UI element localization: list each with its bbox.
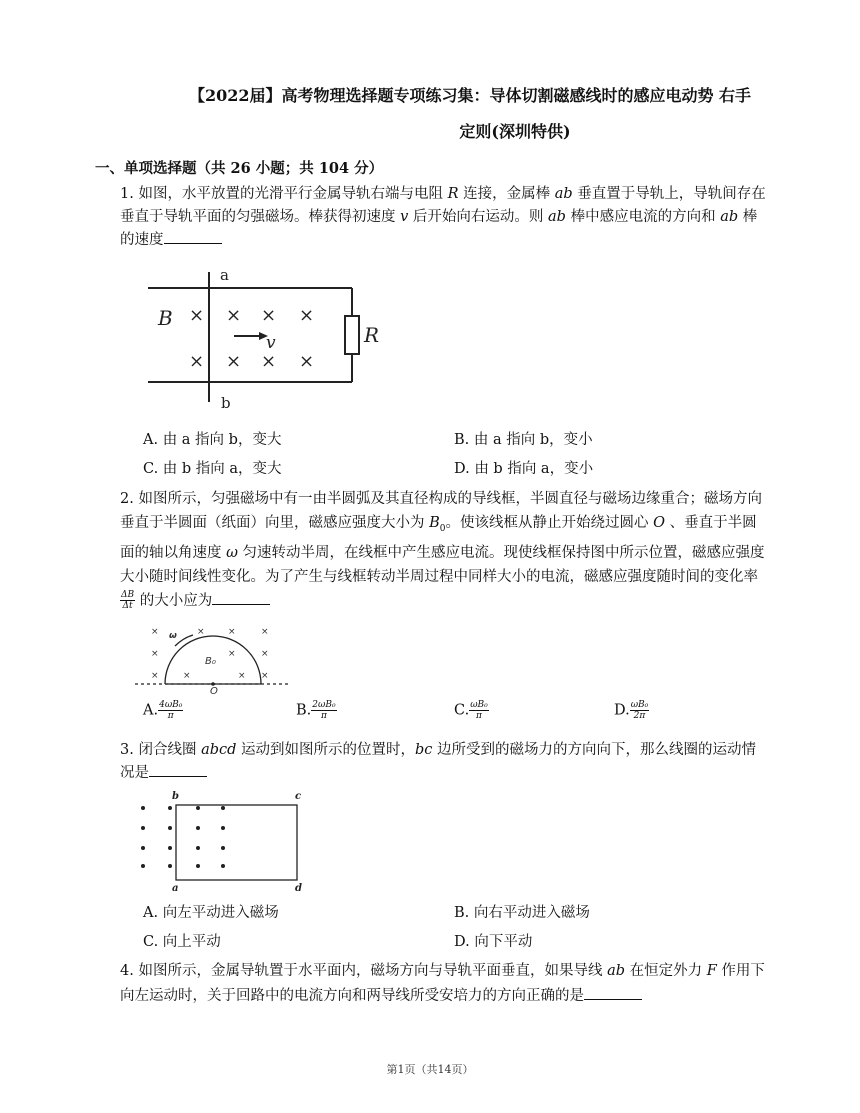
option-label: B. bbox=[296, 702, 312, 719]
math-symbol: B bbox=[429, 515, 440, 531]
stem-text: 边所受到的磁场力的方向向下，那么线圈的运动情况是 bbox=[120, 742, 757, 781]
stem-text: 作用下向左运动时，关于回路中的电流方向和两导线所受安培力的方向正确的是 bbox=[120, 963, 765, 1004]
option-d[interactable] bbox=[614, 700, 649, 721]
math-symbol: ab bbox=[554, 186, 573, 202]
fraction-numerator: ωB₀ bbox=[470, 700, 488, 710]
label-v: v bbox=[266, 333, 276, 353]
stem-text: 棒的速度 bbox=[120, 209, 758, 248]
stem-text: 运动到如图所示的位置时， bbox=[236, 742, 416, 758]
option-c[interactable]: C. 向上平动 bbox=[143, 934, 221, 950]
label-a: a bbox=[220, 266, 229, 284]
math-symbol: ω bbox=[226, 544, 238, 561]
stem-text: 在恒定外力 bbox=[625, 963, 707, 979]
semicircle-figure bbox=[133, 622, 293, 697]
answer-blank[interactable] bbox=[212, 590, 270, 605]
stem-text: 后开始向右运动。则 bbox=[408, 209, 549, 225]
stem-text: 如图，水平放置的光滑平行金属导轨右端与电阻 bbox=[138, 186, 448, 202]
math-symbol: v bbox=[400, 209, 409, 225]
label-B0: B₀ bbox=[205, 656, 216, 667]
cross-mark: × bbox=[228, 649, 236, 659]
stem-text: 棒中感应电流的方向和 bbox=[565, 209, 721, 225]
rate-fraction bbox=[120, 590, 135, 611]
label-R: R bbox=[364, 323, 380, 347]
rail-rod-figure bbox=[140, 262, 380, 412]
label-c: c bbox=[295, 791, 302, 802]
math-symbol: abcd bbox=[201, 742, 237, 758]
stem-text: 如图所示，金属导轨置于水平面内，磁场方向与导轨平面垂直，如果导线 bbox=[138, 963, 608, 979]
cross-mark: × bbox=[299, 351, 315, 372]
option-a[interactable] bbox=[143, 700, 183, 721]
option-fraction bbox=[158, 700, 183, 721]
fraction-denominator: π bbox=[476, 711, 482, 721]
math-symbol: ab bbox=[548, 209, 566, 225]
question-4-stem bbox=[120, 959, 770, 1009]
fraction-numerator: 4ωB₀ bbox=[159, 700, 183, 710]
label-B: B bbox=[158, 306, 173, 330]
document-title bbox=[150, 78, 790, 150]
fraction-denominator: π bbox=[320, 711, 327, 721]
label-d: d bbox=[295, 883, 302, 894]
cross-mark: × bbox=[261, 649, 269, 659]
option-d[interactable]: D. 向下平动 bbox=[454, 934, 533, 950]
fraction-denominator: π bbox=[167, 711, 174, 721]
math-symbol: F bbox=[706, 963, 717, 979]
option-label: A. bbox=[143, 702, 159, 719]
math-symbol: R bbox=[447, 186, 459, 202]
section-heading: 一、单项选择题（共 26 小题；共 104 分） bbox=[95, 160, 384, 177]
stem-text: 如图所示，匀强磁场中有一由半圆弧及其直径构成的导线框，半圆直径与磁场边缘重合；磁场方向垂直于半圆面（纸面）向里，磁感应强度大小为 bbox=[120, 491, 762, 531]
stem-text: 连接，金属棒 bbox=[458, 186, 555, 202]
option-c[interactable] bbox=[454, 700, 489, 721]
math-symbol: ab bbox=[720, 209, 739, 225]
question-2-stem bbox=[120, 487, 770, 613]
option-c[interactable]: C. 由 b 指向 a，变大 bbox=[143, 461, 282, 477]
cross-mark: × bbox=[151, 671, 159, 681]
title-line-2: 定则(深圳特供) bbox=[459, 122, 571, 141]
label-b: b bbox=[221, 394, 231, 412]
cross-mark: × bbox=[151, 627, 159, 637]
fraction-numerator: ωB₀ bbox=[630, 700, 649, 710]
cross-mark: × bbox=[226, 351, 242, 372]
label-omega: ω bbox=[169, 631, 177, 641]
answer-blank[interactable] bbox=[164, 229, 222, 244]
option-d[interactable]: D. 由 b 指向 a，变小 bbox=[454, 461, 594, 477]
cross-mark: × bbox=[183, 671, 191, 681]
question-3-stem bbox=[120, 739, 770, 785]
cross-mark: × bbox=[261, 627, 269, 637]
coil-figure bbox=[135, 788, 310, 894]
stem-text: 垂直置于导轨上，导轨间存在垂直于导轨平面的匀强磁场。棒获得初速度 bbox=[120, 186, 766, 225]
fraction-denominator: 2π bbox=[633, 711, 646, 721]
math-symbol: ab bbox=[607, 963, 625, 979]
question-number: 3. bbox=[120, 742, 134, 758]
option-label: C. bbox=[454, 702, 470, 719]
option-fraction bbox=[311, 700, 336, 721]
question-1-stem bbox=[120, 183, 770, 252]
label-a: a bbox=[172, 883, 179, 894]
fraction-denominator: Δt bbox=[122, 601, 133, 612]
math-symbol: O bbox=[653, 515, 665, 531]
answer-blank[interactable] bbox=[584, 985, 642, 1000]
stem-text: 。使该线框从静止开始绕过圆心 bbox=[445, 515, 654, 531]
stem-text: 匀速转动半周，在线框中产生感应电流。现使线框保持图中所示位置，磁感应强度大小随时间线性变化。为了产生与线框转动半周过程中同样大小的电流，磁感应强度随时间的变化率 bbox=[120, 544, 765, 585]
question-number: 2. bbox=[120, 491, 134, 507]
cross-mark: × bbox=[189, 351, 205, 372]
cross-mark: × bbox=[226, 305, 242, 326]
label-b: b bbox=[172, 791, 179, 802]
question-number: 4. bbox=[120, 963, 134, 979]
math-subscript: 0 bbox=[439, 523, 446, 534]
cross-mark: × bbox=[189, 305, 205, 326]
option-b[interactable]: B. 由 a 指向 b，变小 bbox=[454, 432, 593, 448]
cross-mark: × bbox=[238, 671, 246, 681]
stem-text: 闭合线圈 bbox=[138, 742, 202, 758]
page-footer: 第1页（共14页） bbox=[386, 1063, 474, 1076]
answer-blank[interactable] bbox=[149, 762, 207, 777]
stem-text: 的大小应为 bbox=[135, 592, 213, 609]
option-a[interactable]: A. 向左平动进入磁场 bbox=[143, 905, 279, 921]
cross-mark: × bbox=[261, 671, 269, 681]
title-line-1: 【2022届】高考物理选择题专项练习集：导体切割磁感线时的感应电动势 右手 bbox=[188, 86, 752, 105]
option-fraction bbox=[630, 700, 650, 721]
cross-mark: × bbox=[261, 305, 277, 326]
cross-mark: × bbox=[261, 351, 277, 372]
cross-mark: × bbox=[228, 627, 236, 637]
option-label: D. bbox=[614, 702, 630, 719]
fraction-numerator: ΔB bbox=[121, 590, 135, 601]
cross-mark: × bbox=[197, 627, 205, 637]
option-a[interactable]: A. 由 a 指向 b，变大 bbox=[143, 432, 282, 448]
math-symbol: bc bbox=[415, 742, 433, 758]
option-b[interactable] bbox=[296, 700, 337, 721]
cross-mark: × bbox=[299, 305, 315, 326]
cross-mark: × bbox=[151, 649, 159, 659]
option-b[interactable]: B. 向右平动进入磁场 bbox=[454, 905, 590, 921]
question-number: 1. bbox=[120, 186, 134, 202]
option-fraction bbox=[469, 700, 489, 721]
stem-text: 、垂直于半圆面的轴以角速度 bbox=[120, 515, 757, 561]
fraction-numerator: 2ωB₀ bbox=[312, 700, 336, 710]
label-O: O bbox=[210, 686, 218, 697]
